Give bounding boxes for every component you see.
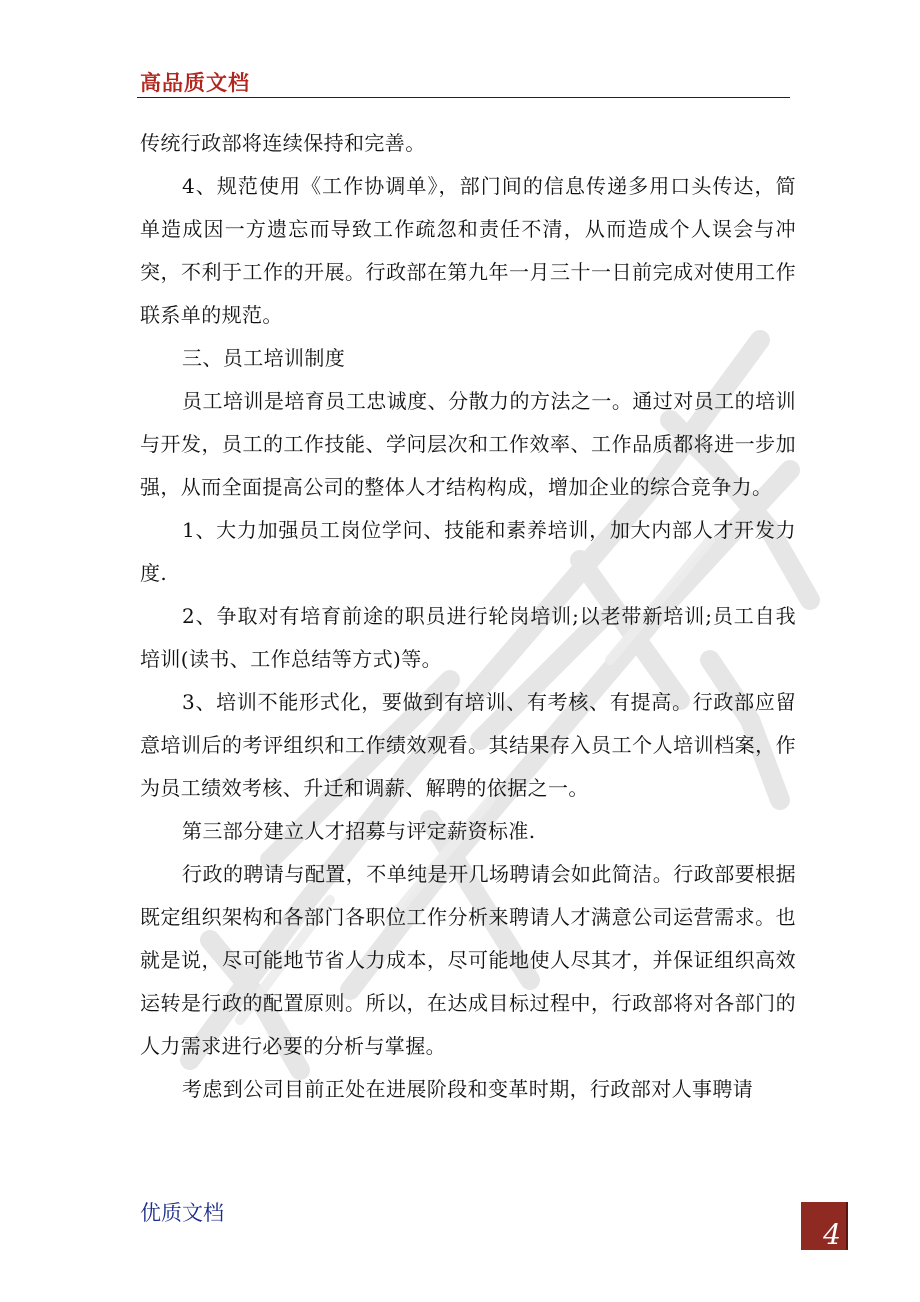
paragraph: 行政的聘请与配置，不单纯是开几场聘请会如此简洁。行政部要根据既定组织架构和各部门各职位工作分析来聘请人才满意公司运营需求。也就是说，尽可能地节省人力成本，尽可能地使人尽其才，并保证组织高效运转是行政的配置原则。所以，在达成目标过程中，行政部将对各部门的人力需求进行必要的分析与掌握。 [140,862,796,1058]
header-title: 高品质文档 [140,71,250,95]
paragraph: 传统行政部将连续保持和完善。 [140,131,426,155]
section-heading: 第三部分建立人才招募与评定薪资标准. [182,819,536,843]
page-number: 4 [823,1218,841,1251]
paragraph: 4、规范使用《工作协调单》，部门间的信息传递多用口头传达，简单造成因一方遗忘而导致工作疏忽和责任不清，从而造成个人误会与冲突，不利于工作的开展。行政部在第九年一月三十一日前完成对使用工作联系单的规范。 [140,174,796,327]
list-item: 1、大力加强员工岗位学问、技能和素养培训，加大内部人才开发力度. [140,518,796,585]
list-item: 3、培训不能形式化，要做到有培训、有考核、有提高。行政部应留意培训后的考评组织和工作绩效观看。其结果存入员工个人培训档案，作为员工绩效考核、升迁和调薪、解聘的依据之一。 [140,690,796,800]
page-number-badge [801,1202,848,1250]
paragraph: 员工培训是培育员工忠诚度、分散力的方法之一。通过对员工的培训与开发，员工的工作技能、学问层次和工作效率、工作品质都将进一步加强，从而全面提高公司的整体人才结构构成，增加企业的综合竞争力。 [140,389,796,499]
footer-title: 优质文档 [140,1201,224,1225]
paragraph: 考虑到公司目前正处在进展阶段和变革时期，行政部对人事聘请 [182,1077,754,1101]
list-item: 2、争取对有培育前途的职员进行轮岗培训;以老带新培训;员工自我培训(读书、工作总结等方式)等。 [140,604,796,671]
document-body [140,122,796,1111]
header-divider [137,97,790,98]
section-heading: 三、员工培训制度 [182,346,346,370]
